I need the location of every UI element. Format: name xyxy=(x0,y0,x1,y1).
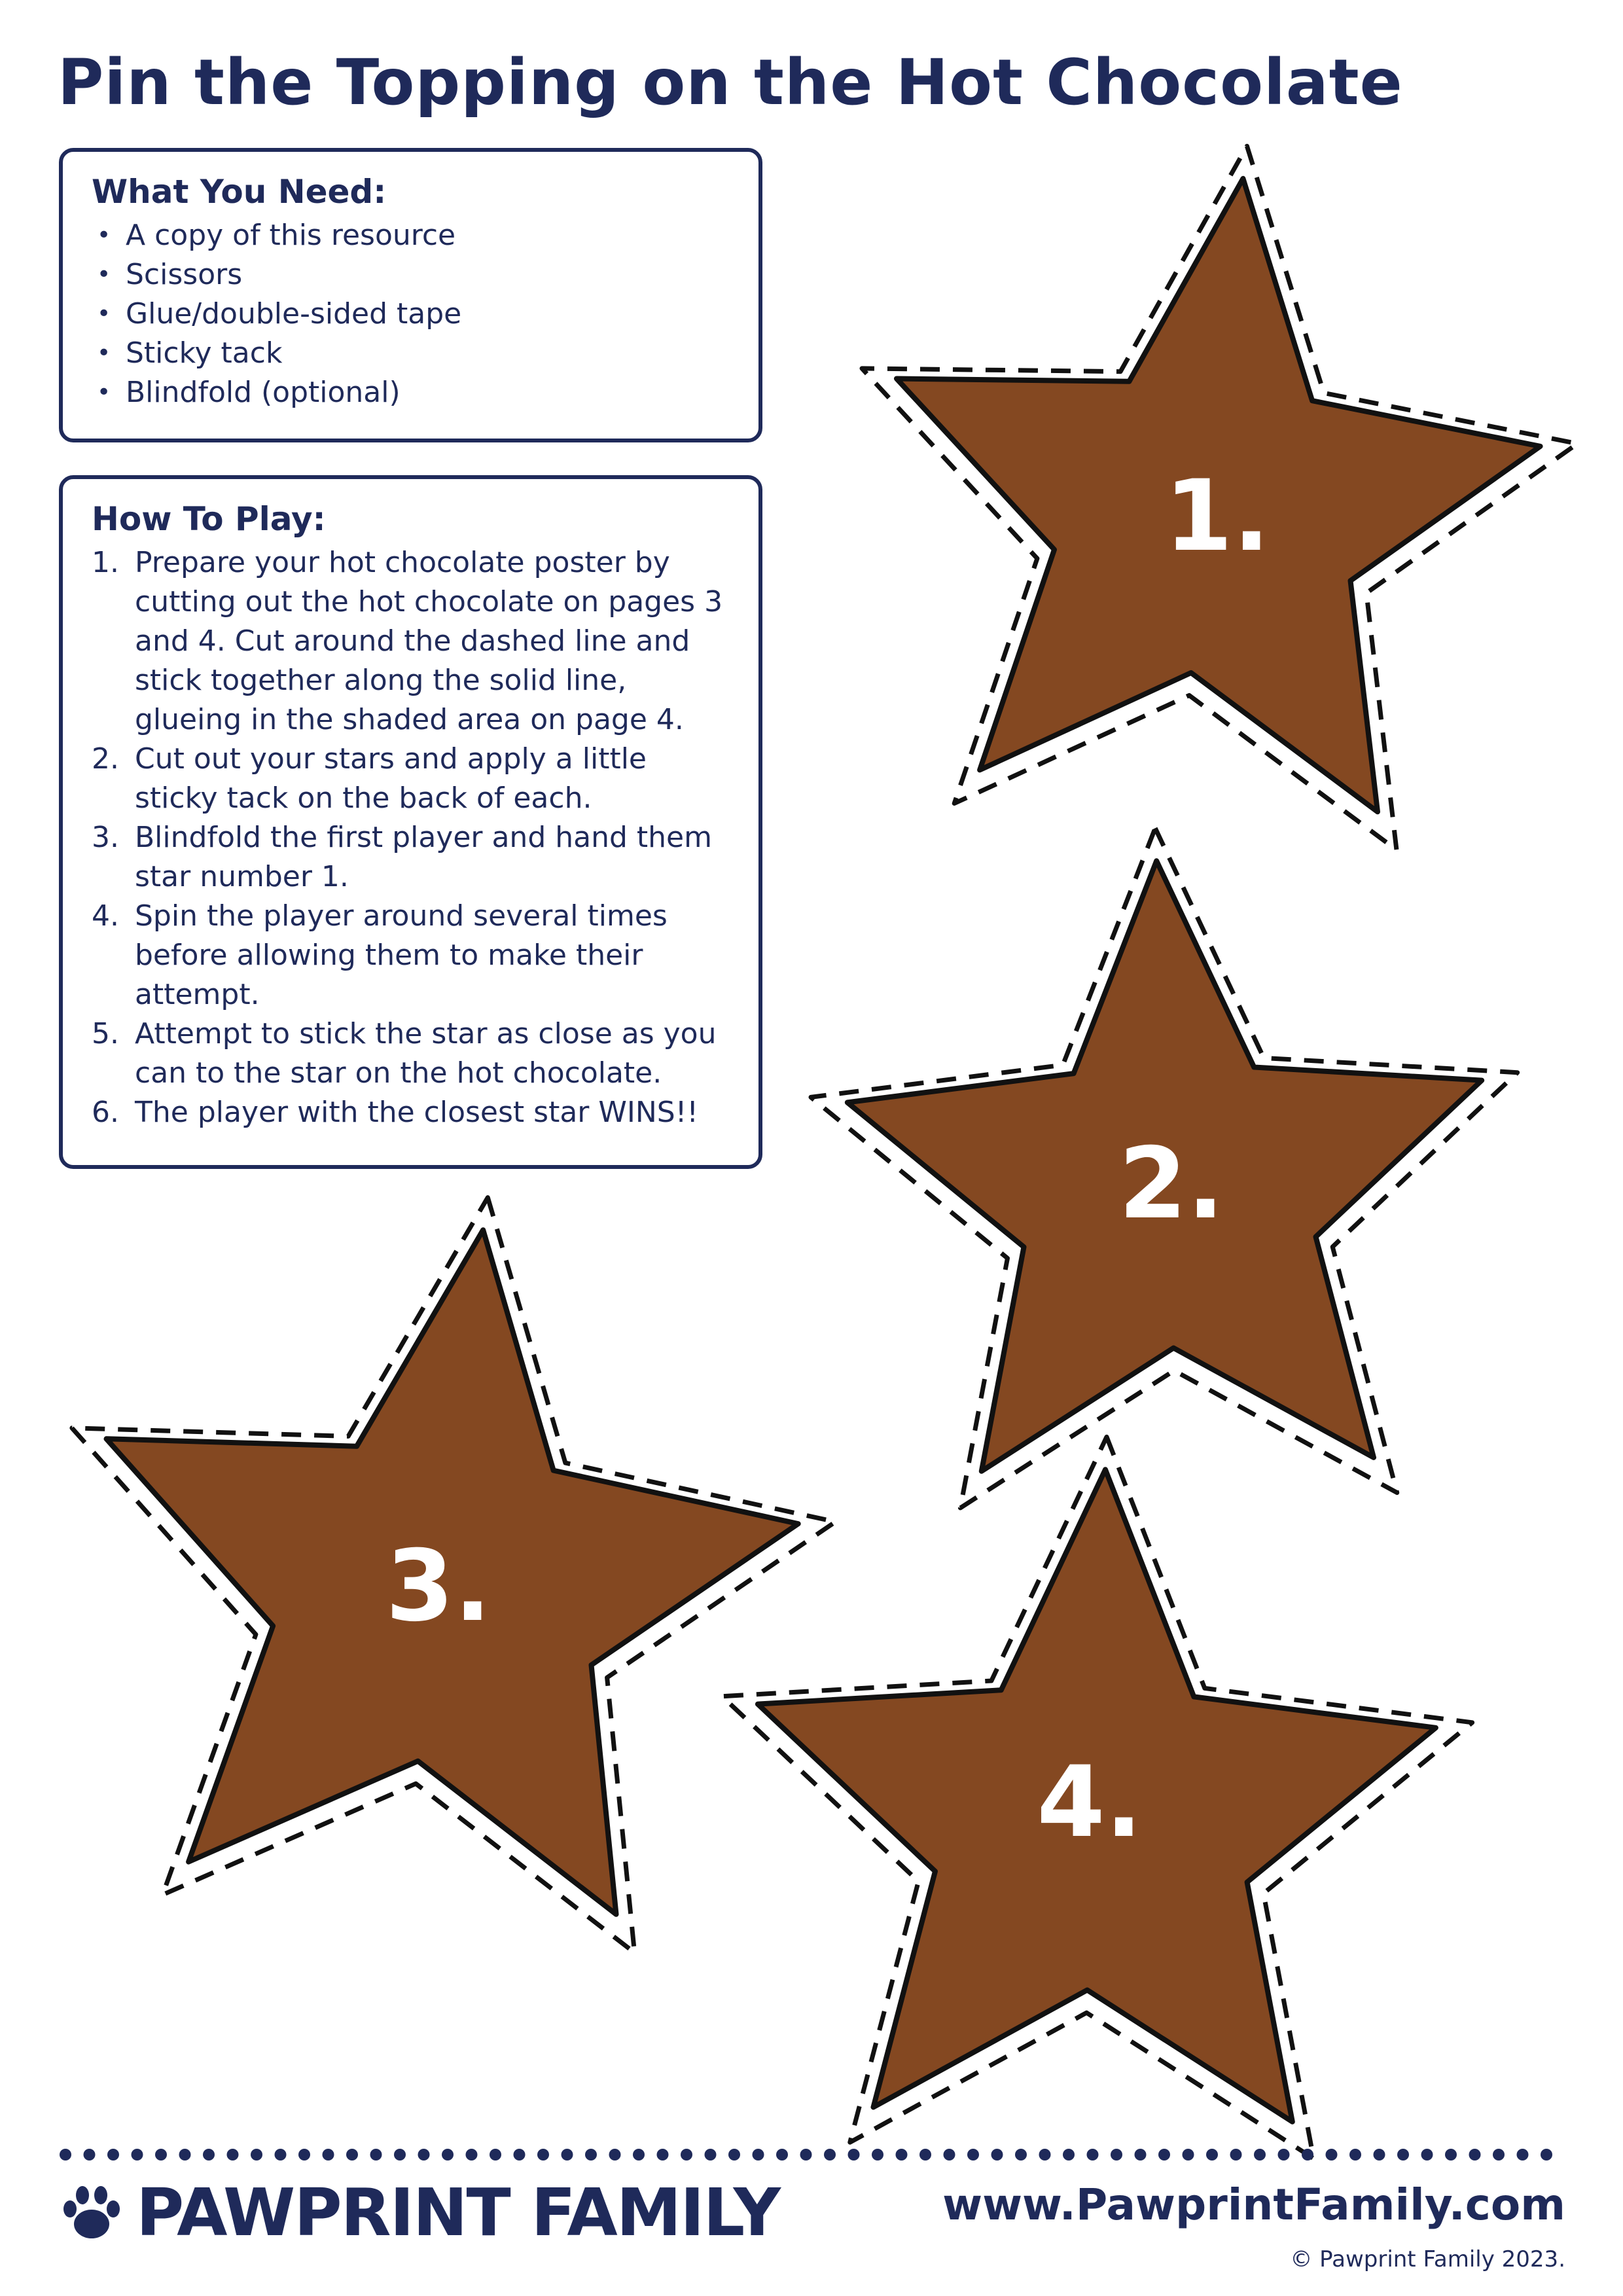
divider-dot xyxy=(585,2149,597,2161)
divider-dot xyxy=(346,2149,358,2161)
divider-dot xyxy=(1206,2149,1218,2161)
dotted-divider xyxy=(59,2147,1564,2162)
divider-dot xyxy=(323,2149,334,2161)
divider-dot xyxy=(132,2149,143,2161)
list-item: • Sticky tack xyxy=(92,334,732,373)
star-number-label: 2. xyxy=(1118,1127,1224,1241)
divider-dot xyxy=(1302,2149,1313,2161)
step-item: 5. Attempt to stick the star as close as you can to the star on the hot chocolate. xyxy=(92,1017,717,1090)
bullet-icon: • xyxy=(97,340,111,367)
divider-dot xyxy=(776,2149,788,2161)
step-item: 3. Blindfold the first player and hand them star number 1. xyxy=(92,821,712,893)
divider-dot xyxy=(919,2149,931,2161)
bullet-icon: • xyxy=(97,379,111,406)
step-item: 2. Cut out your stars and apply a little sticky tack on the back of each. xyxy=(92,742,647,815)
divider-dot xyxy=(179,2149,191,2161)
divider-dot xyxy=(991,2149,1003,2161)
brand-name: PAWPRINT FAMILY xyxy=(136,2174,780,2251)
divider-dot xyxy=(1517,2149,1529,2161)
website-link[interactable]: www.PawprintFamily.com xyxy=(942,2179,1565,2230)
star-number-label: 3. xyxy=(385,1530,491,1643)
divider-dot xyxy=(442,2149,454,2161)
divider-dot xyxy=(84,2149,96,2161)
list-item: • Scissors xyxy=(92,255,732,295)
list-item: • Glue/double-sided tape xyxy=(92,295,732,334)
divider-dot xyxy=(1278,2149,1290,2161)
bullet-icon: • xyxy=(97,300,111,327)
star-cutout[interactable] xyxy=(811,828,1518,1508)
divider-dot xyxy=(944,2149,955,2161)
divider-dot xyxy=(1230,2149,1242,2161)
divider-dot xyxy=(1254,2149,1266,2161)
divider-dot xyxy=(753,2149,764,2161)
divider-dot xyxy=(1421,2149,1433,2161)
bullet-icon: • xyxy=(97,261,111,288)
divider-dot xyxy=(1445,2149,1457,2161)
divider-dot xyxy=(275,2149,287,2161)
divider-dot xyxy=(370,2149,382,2161)
divider-dot xyxy=(1135,2149,1147,2161)
divider-dot xyxy=(227,2149,239,2161)
divider-dot xyxy=(203,2149,215,2161)
divider-dot xyxy=(728,2149,740,2161)
bullet-icon: • xyxy=(97,222,111,249)
divider-dot xyxy=(800,2149,812,2161)
divider-dot xyxy=(1039,2149,1051,2161)
list-item: • A copy of this resource xyxy=(92,216,732,255)
divider-dot xyxy=(872,2149,883,2161)
divider-dot xyxy=(1374,2149,1385,2161)
step-item: 1. Prepare your hot chocolate poster by cutting out the hot chocolate on pages 3 and 4. Cut around the dashed line and stick together along the solid line, glueing in the shaded area on page 4. xyxy=(92,546,723,736)
what-you-need-heading: What You Need: xyxy=(92,173,387,211)
star-number-label: 1. xyxy=(1164,459,1270,573)
divider-dot xyxy=(1493,2149,1505,2161)
divider-dot xyxy=(1063,2149,1075,2161)
list-item: • Blindfold (optional) xyxy=(92,373,732,412)
copyright-text: © Pawprint Family 2023. xyxy=(1290,2246,1565,2272)
divider-dot xyxy=(633,2149,645,2161)
divider-dot xyxy=(1469,2149,1481,2161)
paw-print-icon xyxy=(59,2179,124,2245)
divider-dot xyxy=(466,2149,478,2161)
divider-dot xyxy=(562,2149,573,2161)
divider-dot xyxy=(155,2149,167,2161)
divider-dot xyxy=(1087,2149,1099,2161)
page-title: Pin the Topping on the Hot Chocolate xyxy=(58,46,1403,119)
divider-dot xyxy=(657,2149,669,2161)
divider-dot xyxy=(107,2149,119,2161)
divider-dot xyxy=(705,2149,717,2161)
star-number-label: 4. xyxy=(1037,1746,1143,1859)
divider-dot xyxy=(1015,2149,1027,2161)
divider-dot xyxy=(418,2149,430,2161)
divider-dot xyxy=(490,2149,501,2161)
divider-dot xyxy=(537,2149,549,2161)
divider-dot xyxy=(1111,2149,1122,2161)
step-item: 6. The player with the closest star WINS!! xyxy=(92,1096,698,1129)
divider-dot xyxy=(298,2149,310,2161)
star-cutout[interactable] xyxy=(722,1437,1472,2159)
divider-dot xyxy=(1349,2149,1361,2161)
divider-dot xyxy=(1397,2149,1409,2161)
divider-dot xyxy=(896,2149,908,2161)
divider-dot xyxy=(1158,2149,1170,2161)
divider-dot xyxy=(1183,2149,1194,2161)
divider-dot xyxy=(251,2149,262,2161)
divider-dot xyxy=(848,2149,860,2161)
divider-dot xyxy=(609,2149,621,2161)
divider-dot xyxy=(514,2149,526,2161)
step-item: 4. Spin the player around several times before allowing them to make their attempt. xyxy=(92,899,668,1011)
divider-dot xyxy=(394,2149,406,2161)
divider-dot xyxy=(60,2149,71,2161)
divider-dot xyxy=(681,2149,692,2161)
brand-logo xyxy=(59,2174,780,2251)
divider-dot xyxy=(824,2149,836,2161)
divider-dot xyxy=(1326,2149,1338,2161)
divider-dot xyxy=(1541,2149,1552,2161)
how-to-play-heading: How To Play: xyxy=(92,500,326,538)
star-cutout[interactable] xyxy=(72,1198,836,1953)
star-cutout[interactable] xyxy=(862,146,1577,850)
divider-dot xyxy=(967,2149,979,2161)
